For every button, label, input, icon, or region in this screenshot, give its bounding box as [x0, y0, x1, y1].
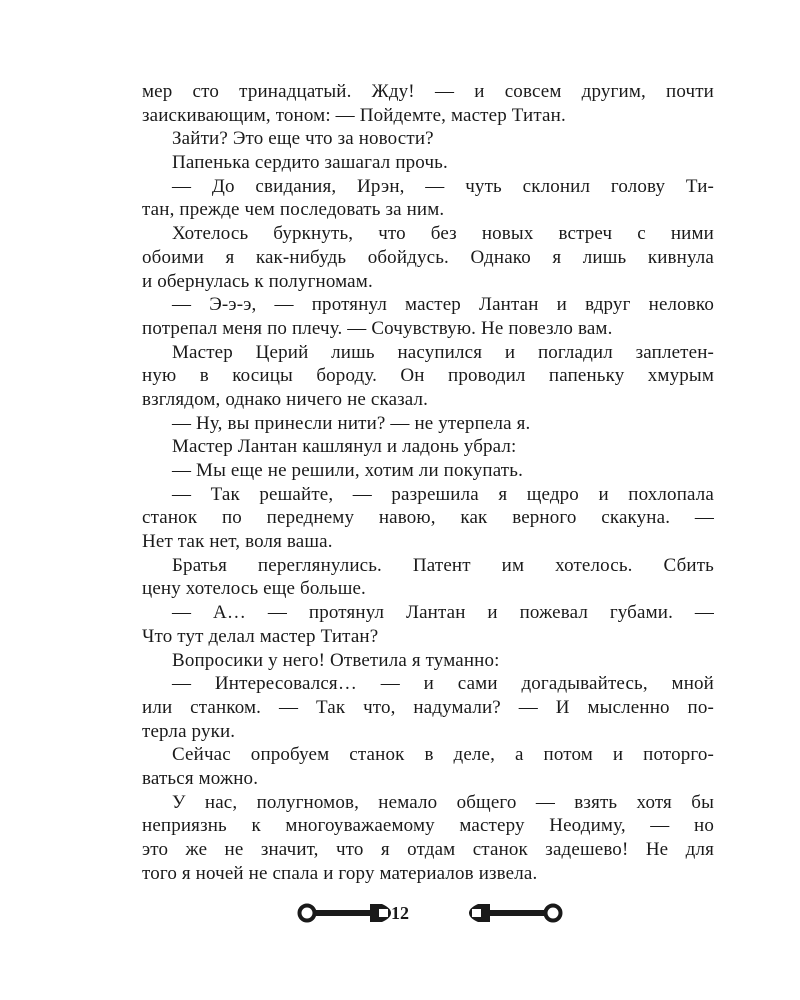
wrench-icon	[468, 902, 564, 928]
text-line: Сейчас опробуем станок в деле, а потом и поторго-	[172, 744, 714, 766]
text-line: мер сто тринадцатый. Жду! — и совсем другим, почти	[142, 81, 714, 102]
text-line: того я ночей не спала и гору материалов извела.	[142, 862, 538, 884]
text-line: ную в косицы бороду. Он проводил папеньку хмурым	[142, 365, 714, 387]
text-line: неприязнь к многоуважаемому мастеру Неодиму, — но	[142, 815, 714, 837]
text-line: и обернулась к полугномам.	[142, 270, 373, 292]
text-line: Нет так нет, воля ваша.	[142, 531, 333, 553]
text-line: или станком. — Так что, надумали? — И мысленно по-	[142, 696, 714, 718]
text-line: — А… — протянул Лантан и пожевал губами. —	[172, 602, 714, 624]
text-line: обоими я как-нибудь обойдусь. Однако я лишь кивнула	[142, 246, 714, 268]
text-line: станок по переднему навою, как верного скакуна. —	[142, 507, 714, 529]
text-line: тан, прежде чем последовать за ним.	[142, 199, 445, 221]
text-line: Зайти? Это еще что за новости?	[172, 128, 434, 150]
text-line: — Мы еще не решили, хотим ли покупать.	[172, 460, 523, 481]
page-number: 12	[391, 903, 409, 923]
text-line: ваться можно.	[142, 767, 259, 789]
text-line: У нас, полугномов, немало общего — взять хотя бы	[172, 791, 714, 813]
text-line: это же не значит, что я отдам станок задешево! Не для	[142, 839, 714, 860]
body-text	[142, 80, 714, 885]
text-line: Папенька сердито зашагал прочь.	[172, 152, 448, 174]
page-footer	[0, 896, 800, 930]
text-line: — Интересовался… — и сами догадывайтесь, мной	[172, 673, 714, 695]
text-line: взглядом, однако ничего не сказал.	[142, 388, 429, 410]
text-line: — Ну, вы принесли нити? — не утерпела я.	[172, 412, 531, 434]
text-line: цену хотелось еще больше.	[142, 578, 366, 600]
text-line: — До свидания, Ирэн, — чуть склонил голову Ти-	[172, 175, 714, 197]
text-line: заискивающим, тоном: — Пойдемте, мастер Титан.	[142, 104, 566, 126]
wrench-icon	[296, 902, 392, 928]
text-line: — Так решайте, — разрешила я щедро и похлопала	[172, 483, 714, 505]
text-line: Что тут делал мастер Титан?	[142, 625, 379, 647]
text-line: — Э-э-э, — протянул мастер Лантан и вдруг неловко	[172, 294, 714, 316]
text-line: Вопросики у него! Ответила я туманно:	[172, 649, 500, 671]
text-line: терла руки.	[142, 720, 236, 742]
text-line: Мастер Церий лишь насупился и погладил заплетен-	[172, 341, 714, 363]
text-line: потрепал меня по плечу. — Сочувствую. Не повезло вам.	[142, 317, 613, 339]
text-line: Мастер Лантан кашлянул и ладонь убрал:	[172, 436, 517, 458]
text-line: Братья переглянулись. Патент им хотелось. Сбить	[172, 554, 714, 576]
text-line: Хотелось буркнуть, что без новых встреч с ними	[172, 223, 714, 245]
